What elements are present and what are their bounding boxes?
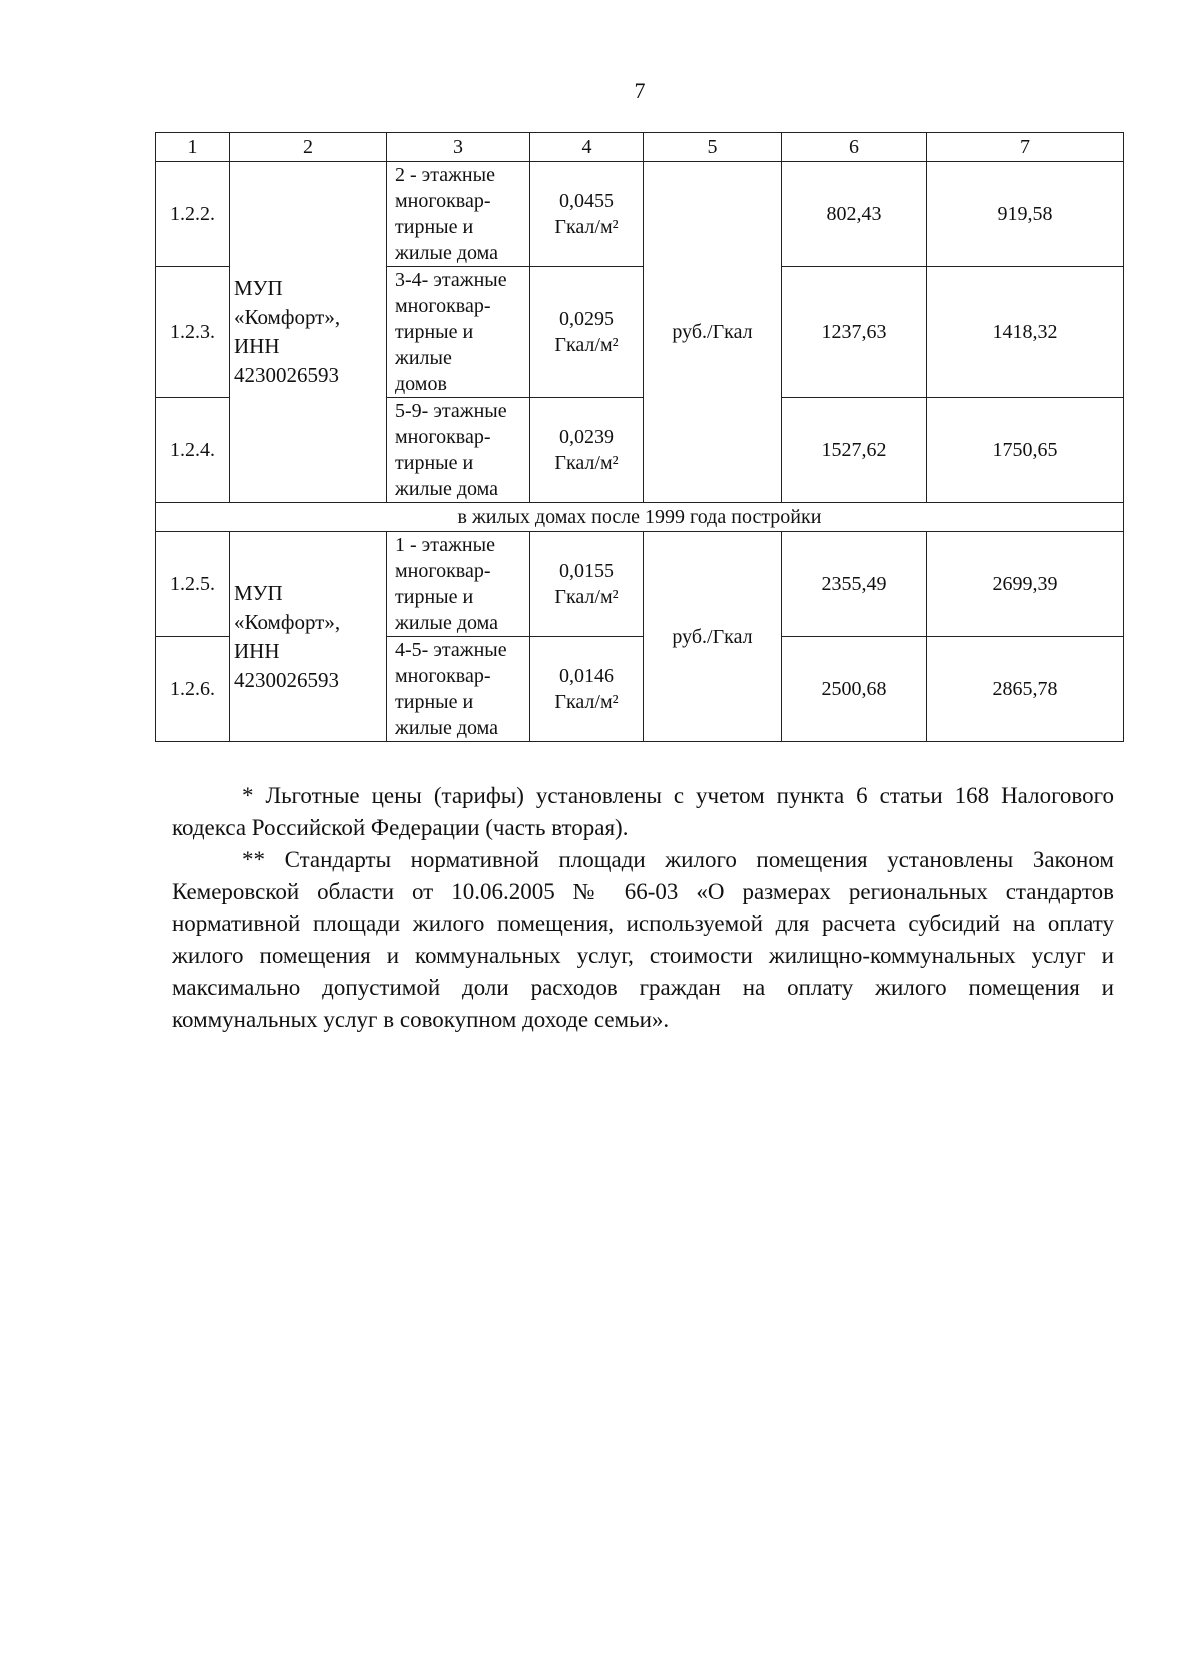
norm-unit: Гкал/м²: [554, 334, 619, 356]
norm-value: 0,0239: [559, 426, 614, 448]
price-cell: 1527,62: [782, 398, 927, 503]
price-cell: 2500,68: [782, 637, 927, 742]
norm-value: 0,0295: [559, 308, 614, 330]
organization-cell: [230, 162, 387, 503]
price-cell: 1750,65: [927, 398, 1124, 503]
building-type: [387, 398, 530, 503]
page-number: 7: [634, 78, 646, 103]
organization-cell: [230, 532, 387, 742]
norm-cell: [530, 532, 644, 637]
tariff-table: [155, 132, 1124, 742]
organization-name: МУП: [234, 276, 283, 300]
norm-cell: [530, 267, 644, 398]
unit-cell: руб./Гкал: [644, 162, 782, 503]
desc-line: многоквар-: [395, 560, 491, 582]
desc-line: жилые: [395, 347, 452, 369]
desc-line: 1 - этажные: [395, 534, 495, 556]
desc-line: 4-5- этажные: [395, 639, 507, 661]
desc-line: тирные и: [395, 691, 474, 713]
column-header: 3: [387, 133, 530, 162]
desc-line: тирные и: [395, 321, 474, 343]
footnote-1: * Льготные цены (тарифы) установлены с учетом пункта 6 статьи 168 Налогового кодекса Российской Федерации (часть вторая).: [172, 783, 1114, 840]
norm-unit: Гкал/м²: [554, 586, 619, 608]
table-header-row: [156, 133, 1124, 162]
row-number: 1.2.5.: [156, 532, 230, 637]
building-type: [387, 532, 530, 637]
organization-name: «Комфорт»,: [234, 305, 341, 329]
row-number: 1.2.6.: [156, 637, 230, 742]
desc-line: 5-9- этажные: [395, 400, 507, 422]
desc-line: 3-4- этажные: [395, 269, 507, 291]
footnotes: [172, 780, 1114, 1036]
norm-value: 0,0146: [559, 665, 614, 687]
column-header: 2: [230, 133, 387, 162]
norm-cell: [530, 637, 644, 742]
column-header: 7: [927, 133, 1124, 162]
desc-line: жилые дома: [395, 242, 499, 264]
unit-cell: руб./Гкал: [644, 532, 782, 742]
norm-unit: Гкал/м²: [554, 216, 619, 238]
norm-value: 0,0155: [559, 560, 614, 582]
price-cell: 919,58: [927, 162, 1124, 267]
desc-line: домов: [395, 373, 447, 395]
norm-cell: [530, 162, 644, 267]
desc-line: тирные и: [395, 586, 474, 608]
inn-value: 4230026593: [234, 667, 339, 692]
price-cell: 1418,32: [927, 267, 1124, 398]
desc-line: жилые дома: [395, 717, 499, 739]
desc-line: многоквар-: [395, 665, 491, 687]
organization-name: «Комфорт»,: [234, 609, 341, 634]
desc-line: жилые дома: [395, 612, 499, 634]
column-header: 4: [530, 133, 644, 162]
price-cell: 802,43: [782, 162, 927, 267]
column-header: 5: [644, 133, 782, 162]
section-row: [156, 503, 1124, 532]
norm-cell: [530, 398, 644, 503]
desc-line: многоквар-: [395, 190, 491, 212]
inn-value: 4230026593: [234, 363, 339, 387]
desc-line: многоквар-: [395, 426, 491, 448]
desc-line: 2 - этажные: [395, 164, 495, 186]
inn-label: ИНН: [234, 334, 280, 358]
row-number: 1.2.4.: [156, 398, 230, 503]
inn-label: ИНН: [234, 638, 280, 663]
price-cell: 2699,39: [927, 532, 1124, 637]
desc-line: многоквар-: [395, 295, 491, 317]
norm-unit: Гкал/м²: [554, 452, 619, 474]
building-type: [387, 637, 530, 742]
price-cell: 2355,49: [782, 532, 927, 637]
norm-value: 0,0455: [559, 190, 614, 212]
row-number: 1.2.3.: [156, 267, 230, 398]
section-heading: в жилых домах после 1999 года постройки: [156, 503, 1124, 532]
price-cell: 1237,63: [782, 267, 927, 398]
row-number: 1.2.2.: [156, 162, 230, 267]
table-row: [156, 532, 1124, 637]
column-header: 1: [156, 133, 230, 162]
table-row: [156, 162, 1124, 267]
organization-name: МУП: [234, 580, 283, 605]
desc-line: жилые дома: [395, 478, 499, 500]
footnote-2: ** Стандарты нормативной площади жилого помещения установлены Законом Кемеровской области от 10.06.2005 № 66-03 «О размерах региональных стандартов нормативной площади жилого помещения, используемой для расчета субсидий на оплату жилого помещения и коммунальных услуг, стоимости жилищно-коммунальных услуг и максимально допустимой доли расходов граждан на оплату жилого помещения и коммунальных услуг в совокупном доходе семьи».: [172, 847, 1114, 1032]
building-type: [387, 267, 530, 398]
norm-unit: Гкал/м²: [554, 691, 619, 713]
column-header: 6: [782, 133, 927, 162]
price-cell: 2865,78: [927, 637, 1124, 742]
desc-line: тирные и: [395, 452, 474, 474]
desc-line: тирные и: [395, 216, 474, 238]
building-type: [387, 162, 530, 267]
